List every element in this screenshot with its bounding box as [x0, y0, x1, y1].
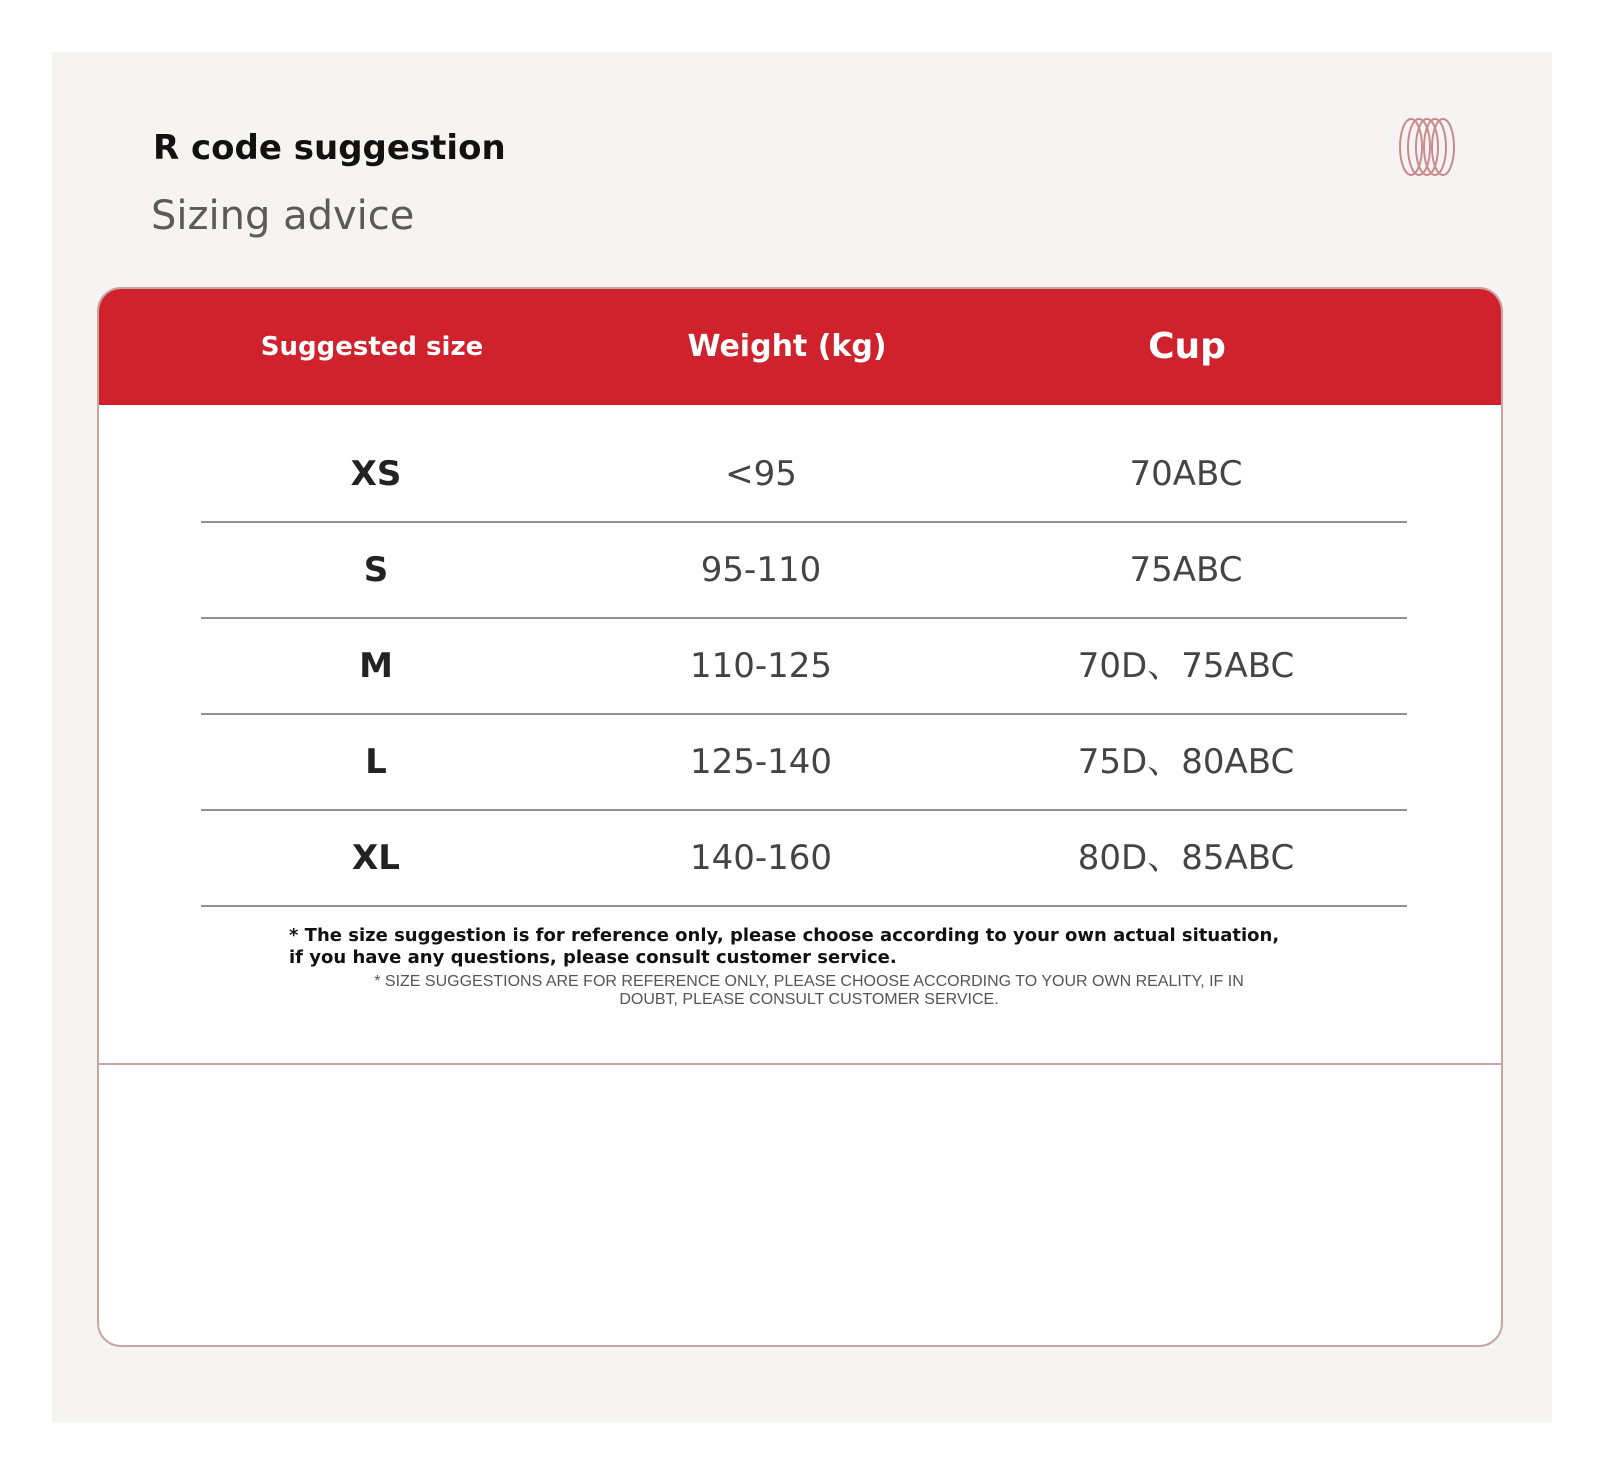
weight-cell: 140-160 — [689, 838, 833, 878]
cup-cell: 75ABC — [1129, 550, 1243, 590]
header-weight: Weight (kg) — [687, 329, 887, 364]
size-cell: XL — [352, 838, 400, 878]
cup-cell: 70ABC — [1129, 454, 1243, 494]
size-cell: S — [363, 550, 389, 590]
page-subtitle: Sizing advice — [151, 193, 415, 239]
header-suggested-size: Suggested size — [260, 332, 484, 362]
size-note-uppercase: * SIZE SUGGESTIONS ARE FOR REFERENCE ONLY, PLEASE CHOOSE ACCORDING TO YOUR OWN REALITY, IF IN DOUBT, PLEASE CONSULT CUSTOMER SERVICE. — [374, 973, 1244, 1008]
weight-cell: <95 — [725, 454, 797, 494]
cup-cell: 80D、85ABC — [1077, 838, 1295, 878]
header-cup: Cup — [1148, 326, 1226, 367]
size-chart-card — [97, 287, 1503, 1347]
table-row — [201, 619, 1407, 715]
weight-cell: 95-110 — [700, 550, 822, 590]
size-cell: XS — [350, 454, 402, 494]
rings-icon — [1397, 115, 1457, 179]
size-note: * The size suggestion is for reference only, please choose according to your own actual situation, if you have any questions, please consult customer service. — [289, 925, 1280, 968]
card-divider — [99, 1063, 1501, 1065]
weight-cell: 125-140 — [689, 742, 833, 782]
table-row — [201, 427, 1407, 523]
sizing-panel — [52, 52, 1552, 1422]
page-title: R code suggestion — [153, 128, 506, 168]
size-cell: M — [359, 646, 393, 686]
cup-cell: 75D、80ABC — [1077, 742, 1295, 782]
table-row — [201, 523, 1407, 619]
size-cell: L — [365, 742, 387, 782]
table-row — [201, 811, 1407, 907]
weight-cell: 110-125 — [689, 646, 833, 686]
table-header — [99, 289, 1501, 405]
table-row — [201, 715, 1407, 811]
cup-cell: 70D、75ABC — [1077, 646, 1295, 686]
